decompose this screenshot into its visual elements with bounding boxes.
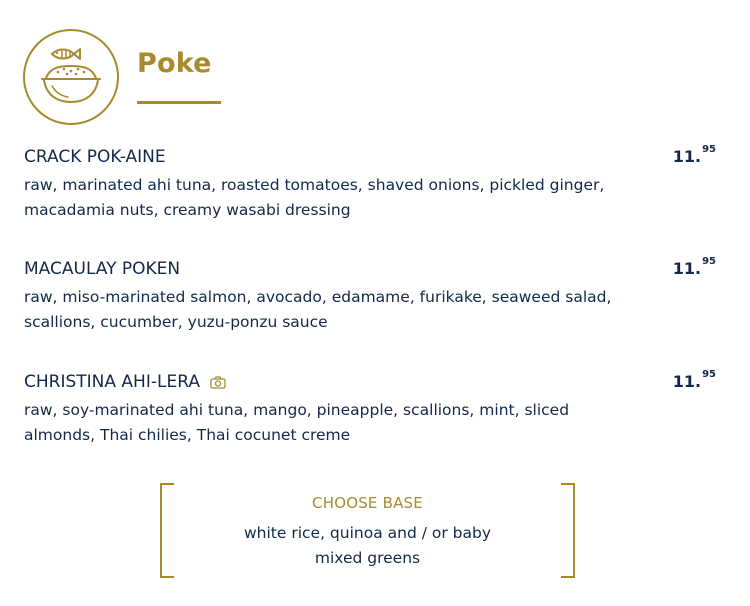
choose-base-title: CHOOSE BASE — [312, 494, 423, 512]
price-main: 11. — [672, 147, 702, 166]
price-main: 11. — [672, 372, 702, 391]
menu-item[interactable] — [24, 256, 724, 339]
item-name — [24, 147, 166, 167]
choose-base-description: white rice, quinoa and / or baby mixed greens — [243, 524, 491, 567]
item-description: raw, miso-marinated salmon, avocado, edamame, furikake, seaweed salad, scallions, cucumber, yuzu-ponzu sauce — [24, 288, 612, 331]
menu-item[interactable] — [24, 144, 724, 227]
price-main: 11. — [672, 259, 702, 278]
camera-icon[interactable] — [210, 376, 226, 389]
item-price — [672, 369, 716, 391]
choose-base-box — [160, 483, 575, 580]
price-cents: 95 — [702, 256, 716, 267]
title-underline — [137, 101, 221, 104]
item-name-text: MACAULAY POKEN — [24, 259, 181, 279]
section-title: Poke — [137, 48, 212, 79]
item-name — [24, 372, 226, 392]
item-name-text: CHRISTINA AHI-LERA — [24, 372, 200, 392]
item-description: raw, soy-marinated ahi tuna, mango, pineapple, scallions, mint, sliced almonds, Thai chilies, Thai cocunet creme — [24, 401, 570, 444]
price-cents: 95 — [702, 144, 716, 155]
item-price — [672, 256, 716, 278]
item-price — [672, 144, 716, 166]
poke-bowl-icon — [22, 28, 120, 126]
price-cents: 95 — [702, 369, 716, 380]
item-description: raw, marinated ahi tuna, roasted tomatoes, shaved onions, pickled ginger, macadamia nuts, creamy wasabi dressing — [24, 176, 605, 219]
menu-item[interactable] — [24, 369, 724, 452]
section-header — [22, 28, 322, 128]
item-name-text: CRACK POK-AINE — [24, 147, 166, 167]
item-name — [24, 259, 180, 279]
